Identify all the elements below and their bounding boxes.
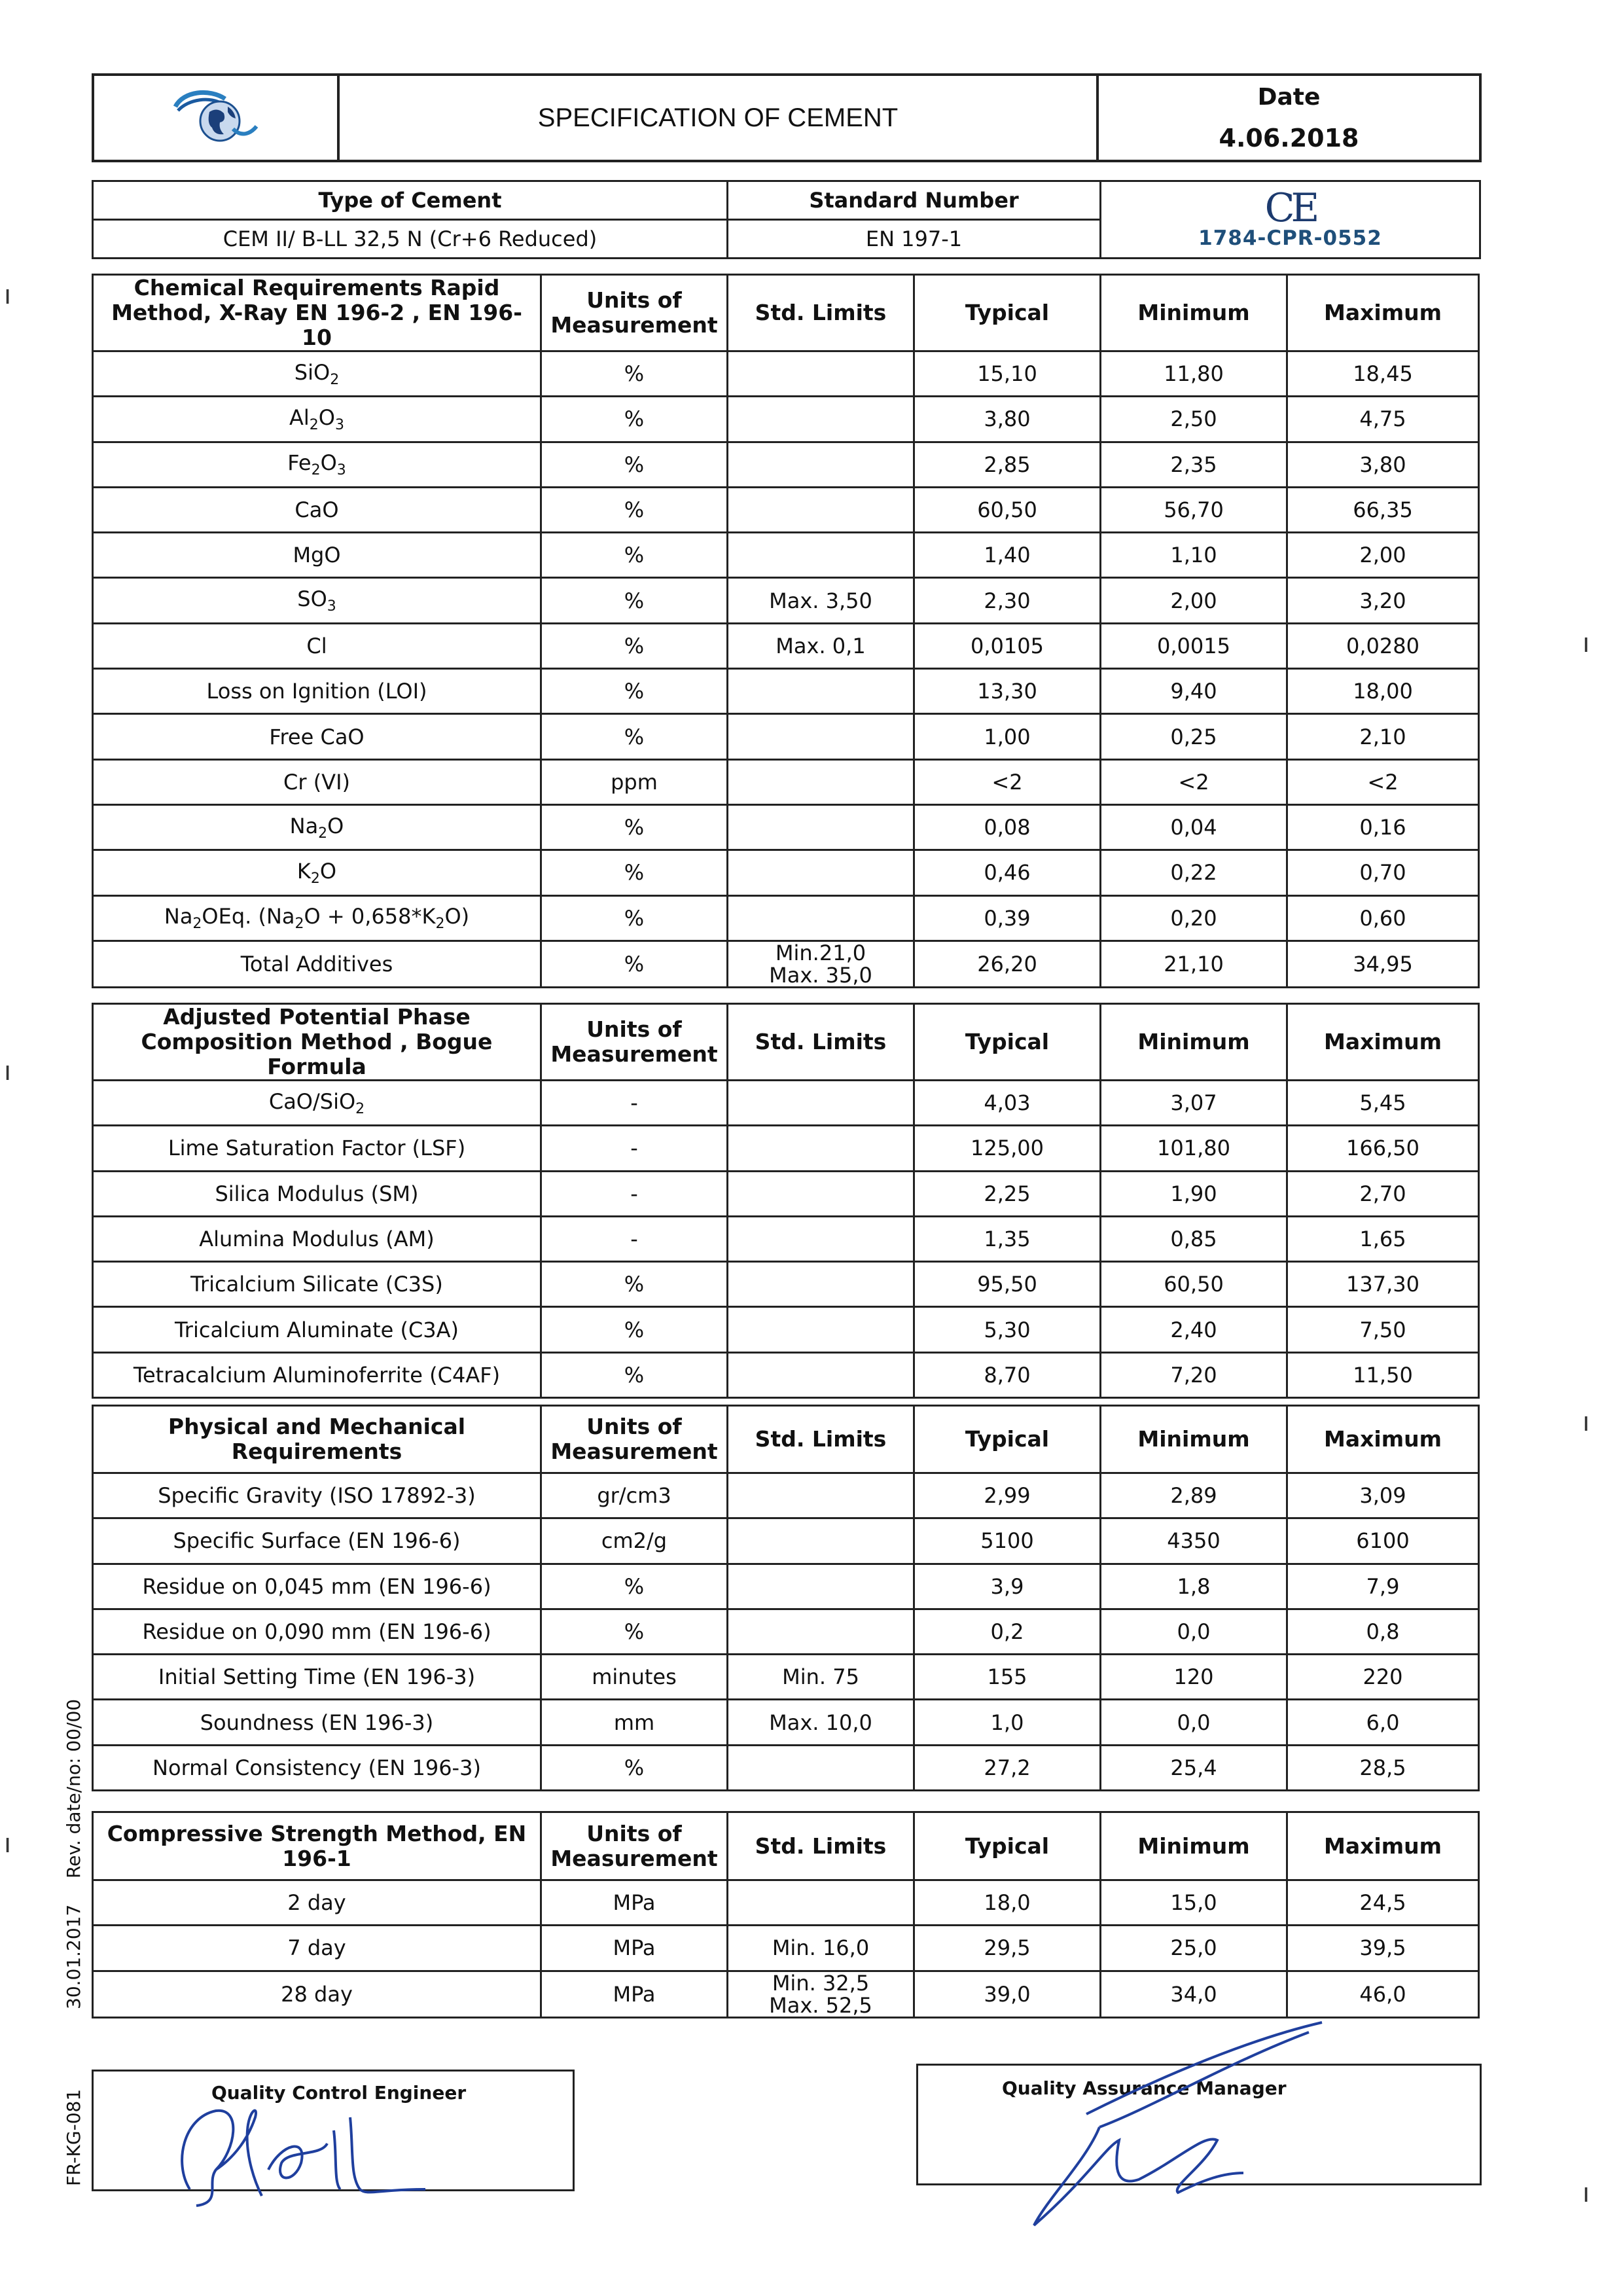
param-cell: Soundness (EN 196-3) bbox=[93, 1700, 541, 1745]
table-row bbox=[93, 895, 1479, 941]
minimum-cell: 9,40 bbox=[1101, 669, 1287, 714]
physical-table bbox=[92, 1405, 1480, 1791]
unit-cell: % bbox=[541, 669, 728, 714]
minimum-header: Minimum bbox=[1101, 1812, 1287, 1880]
std-limit-cell bbox=[728, 850, 914, 895]
table-row bbox=[93, 1126, 1479, 1171]
typical-cell: 0,0105 bbox=[914, 623, 1101, 668]
std-limits-header: Std. Limits bbox=[728, 275, 914, 351]
param-cell: Tetracalcium Aluminoferrite (C4AF) bbox=[93, 1352, 541, 1397]
minimum-cell: 120 bbox=[1101, 1655, 1287, 1700]
maximum-cell: <2 bbox=[1287, 759, 1479, 804]
minimum-cell: 101,80 bbox=[1101, 1126, 1287, 1171]
minimum-cell: 25,0 bbox=[1101, 1926, 1287, 1971]
typical-cell: 1,00 bbox=[914, 714, 1101, 759]
maximum-cell: 3,20 bbox=[1287, 578, 1479, 623]
param-cell: Cl bbox=[93, 623, 541, 668]
param-cell: Initial Setting Time (EN 196-3) bbox=[93, 1655, 541, 1700]
maximum-header: Maximum bbox=[1287, 1812, 1479, 1880]
unit-cell: % bbox=[541, 442, 728, 487]
std-limits-header: Std. Limits bbox=[728, 1812, 914, 1880]
maximum-cell: 5,45 bbox=[1287, 1081, 1479, 1126]
unit-cell: % bbox=[541, 487, 728, 532]
unit-cell: % bbox=[541, 578, 728, 623]
typical-cell: 1,40 bbox=[914, 533, 1101, 578]
unit-cell: cm2/g bbox=[541, 1518, 728, 1564]
param-cell: $Na_2O$ bbox=[93, 804, 541, 850]
table-row bbox=[93, 533, 1479, 578]
table-row bbox=[93, 1171, 1479, 1216]
scan-mark: ı bbox=[4, 280, 12, 310]
typical-cell: 5100 bbox=[914, 1518, 1101, 1564]
typical-cell: 13,30 bbox=[914, 669, 1101, 714]
minimum-cell: 15,0 bbox=[1101, 1880, 1287, 1926]
std-limit-cell bbox=[728, 1745, 914, 1790]
minimum-cell: 4350 bbox=[1101, 1518, 1287, 1564]
param-cell: Residue on 0,045 mm (EN 196-6) bbox=[93, 1564, 541, 1609]
maximum-header: Maximum bbox=[1287, 275, 1479, 351]
maximum-cell: 46,0 bbox=[1287, 1971, 1479, 2017]
param-cell: Lime Saturation Factor (LSF) bbox=[93, 1126, 541, 1171]
date-value: 4.06.2018 bbox=[1219, 123, 1359, 152]
unit-cell: % bbox=[541, 1745, 728, 1790]
minimum-cell: 0,22 bbox=[1101, 850, 1287, 895]
typical-cell: 3,80 bbox=[914, 397, 1101, 442]
std-limit-cell bbox=[728, 1216, 914, 1261]
std-limit-cell bbox=[728, 1473, 914, 1518]
param-cell: $Na_2OEq$. $(Na_2O + 0,658*K_2O)$ bbox=[93, 895, 541, 941]
minimum-header: Minimum bbox=[1101, 275, 1287, 351]
param-cell: Silica Modulus (SM) bbox=[93, 1171, 541, 1216]
table-row bbox=[93, 1262, 1479, 1307]
param-cell: Tricalcium Silicate (C3S) bbox=[93, 1262, 541, 1307]
param-cell: Loss on Ignition (LOI) bbox=[93, 669, 541, 714]
table-row bbox=[93, 623, 1479, 668]
unit-cell: % bbox=[541, 397, 728, 442]
maximum-cell: 220 bbox=[1287, 1655, 1479, 1700]
units-header: Units of Measurement bbox=[541, 1812, 728, 1880]
typical-cell: 1,35 bbox=[914, 1216, 1101, 1261]
units-header: Units of Measurement bbox=[541, 275, 728, 351]
std-limit-cell bbox=[728, 1307, 914, 1352]
std-limit-cell bbox=[728, 1081, 914, 1126]
typical-cell: 4,03 bbox=[914, 1081, 1101, 1126]
qc-signature-icon bbox=[170, 2091, 452, 2215]
unit-cell: % bbox=[541, 850, 728, 895]
table-row bbox=[93, 759, 1479, 804]
minimum-cell: 0,04 bbox=[1101, 804, 1287, 850]
unit-cell: MPa bbox=[541, 1880, 728, 1926]
std-limit-cell bbox=[728, 1609, 914, 1654]
minimum-cell: 1,90 bbox=[1101, 1171, 1287, 1216]
typical-header: Typical bbox=[914, 1812, 1101, 1880]
param-cell: $K_2O$ bbox=[93, 850, 541, 895]
param-cell: Cr (VI) bbox=[93, 759, 541, 804]
chemical-table bbox=[92, 274, 1480, 988]
minimum-cell: 25,4 bbox=[1101, 1745, 1287, 1790]
document-header bbox=[92, 73, 1482, 162]
minimum-cell: 0,0015 bbox=[1101, 623, 1287, 668]
qa-signature-icon bbox=[1008, 2016, 1335, 2232]
typical-cell: <2 bbox=[914, 759, 1101, 804]
table-row bbox=[93, 1609, 1479, 1654]
unit-cell: ppm bbox=[541, 759, 728, 804]
maximum-cell: 28,5 bbox=[1287, 1745, 1479, 1790]
unit-cell: minutes bbox=[541, 1655, 728, 1700]
maximum-cell: 2,70 bbox=[1287, 1171, 1479, 1216]
table-row bbox=[93, 941, 1479, 987]
unit-cell: % bbox=[541, 941, 728, 987]
maximum-cell: 2,10 bbox=[1287, 714, 1479, 759]
unit-cell: % bbox=[541, 1609, 728, 1654]
minimum-cell: 2,35 bbox=[1101, 442, 1287, 487]
param-cell: 7 day bbox=[93, 1926, 541, 1971]
minimum-cell: 2,50 bbox=[1101, 397, 1287, 442]
param-cell: CaO/SiO$_2$ bbox=[93, 1081, 541, 1126]
table-row bbox=[93, 578, 1479, 623]
scan-mark: ı bbox=[1582, 1407, 1590, 1437]
table-row bbox=[93, 1700, 1479, 1745]
std-limit-cell bbox=[728, 487, 914, 532]
std-limit-cell bbox=[728, 533, 914, 578]
table-row bbox=[93, 714, 1479, 759]
param-cell: Total Additives bbox=[93, 941, 541, 987]
table-header-row bbox=[93, 275, 1479, 351]
date-label: Date bbox=[1257, 83, 1321, 111]
standard-label: Standard Number bbox=[728, 181, 1101, 220]
maximum-cell: 11,50 bbox=[1287, 1352, 1479, 1397]
unit-cell: % bbox=[541, 1352, 728, 1397]
std-limit-cell: Min. 16,0 bbox=[728, 1926, 914, 1971]
minimum-cell: 3,07 bbox=[1101, 1081, 1287, 1126]
maximum-cell: 34,95 bbox=[1287, 941, 1479, 987]
maximum-cell: 6100 bbox=[1287, 1518, 1479, 1564]
minimum-cell: 0,0 bbox=[1101, 1609, 1287, 1654]
section-title: Adjusted Potential Phase Composition Method , Bogue Formula bbox=[93, 1004, 541, 1081]
cement-type-table bbox=[92, 180, 1481, 259]
unit-cell: % bbox=[541, 804, 728, 850]
table-row bbox=[93, 804, 1479, 850]
maximum-cell: 166,50 bbox=[1287, 1126, 1479, 1171]
unit-cell: % bbox=[541, 1564, 728, 1609]
maximum-cell: 7,50 bbox=[1287, 1307, 1479, 1352]
globe-logo bbox=[170, 87, 262, 146]
maximum-cell: 0,16 bbox=[1287, 804, 1479, 850]
maximum-cell: 0,8 bbox=[1287, 1609, 1479, 1654]
param-cell: Residue on 0,090 mm (EN 196-6) bbox=[93, 1609, 541, 1654]
typical-cell: 2,30 bbox=[914, 578, 1101, 623]
maximum-cell: 6,0 bbox=[1287, 1700, 1479, 1745]
typical-header: Typical bbox=[914, 1004, 1101, 1081]
section-title: Physical and Mechanical Requirements bbox=[93, 1406, 541, 1473]
table-row bbox=[93, 487, 1479, 532]
std-limit-cell bbox=[728, 759, 914, 804]
typical-cell: 0,08 bbox=[914, 804, 1101, 850]
std-limit-cell bbox=[728, 397, 914, 442]
typical-cell: 2,25 bbox=[914, 1171, 1101, 1216]
std-limit-cell bbox=[728, 1262, 914, 1307]
std-limit-cell bbox=[728, 442, 914, 487]
minimum-cell: 0,20 bbox=[1101, 895, 1287, 941]
standard-value: EN 197-1 bbox=[728, 220, 1101, 259]
minimum-header: Minimum bbox=[1101, 1406, 1287, 1473]
std-limit-cell: Min. 75 bbox=[728, 1655, 914, 1700]
maximum-cell: 137,30 bbox=[1287, 1262, 1479, 1307]
minimum-cell: 1,8 bbox=[1101, 1564, 1287, 1609]
unit-cell: % bbox=[541, 623, 728, 668]
qc-label: Quality Control Engineer bbox=[211, 2082, 467, 2104]
param-cell: Free CaO bbox=[93, 714, 541, 759]
rev-label: Rev. date/no: 00/00 bbox=[63, 1698, 84, 1878]
unit-cell: % bbox=[541, 895, 728, 941]
section-title: Compressive Strength Method, EN 196-1 bbox=[93, 1812, 541, 1880]
table-row bbox=[93, 442, 1479, 487]
minimum-cell: <2 bbox=[1101, 759, 1287, 804]
unit-cell: - bbox=[541, 1216, 728, 1261]
typical-cell: 29,5 bbox=[914, 1926, 1101, 1971]
std-limit-cell bbox=[728, 1171, 914, 1216]
typical-cell: 125,00 bbox=[914, 1126, 1101, 1171]
table-row bbox=[93, 1926, 1479, 1971]
scan-mark: ı bbox=[4, 1056, 12, 1086]
typical-cell: 2,99 bbox=[914, 1473, 1101, 1518]
maximum-cell: 18,45 bbox=[1287, 351, 1479, 397]
std-limits-header: Std. Limits bbox=[728, 1004, 914, 1081]
std-limit-cell bbox=[728, 804, 914, 850]
typical-cell: 0,46 bbox=[914, 850, 1101, 895]
maximum-cell: 3,09 bbox=[1287, 1473, 1479, 1518]
unit-cell: - bbox=[541, 1171, 728, 1216]
maximum-cell: 3,80 bbox=[1287, 442, 1479, 487]
scan-mark: ı bbox=[4, 1829, 12, 1859]
maximum-cell: 0,0280 bbox=[1287, 623, 1479, 668]
maximum-cell: 0,60 bbox=[1287, 895, 1479, 941]
std-limits-header: Std. Limits bbox=[728, 1406, 914, 1473]
minimum-cell: 7,20 bbox=[1101, 1352, 1287, 1397]
std-limit-cell bbox=[728, 1518, 914, 1564]
unit-cell: % bbox=[541, 1307, 728, 1352]
unit-cell: - bbox=[541, 1126, 728, 1171]
table-row bbox=[93, 397, 1479, 442]
unit-cell: - bbox=[541, 1081, 728, 1126]
table-row bbox=[93, 1655, 1479, 1700]
phase-table bbox=[92, 1003, 1480, 1399]
unit-cell: % bbox=[541, 1262, 728, 1307]
maximum-cell: 66,35 bbox=[1287, 487, 1479, 532]
std-limit-cell bbox=[728, 895, 914, 941]
typical-cell: 26,20 bbox=[914, 941, 1101, 987]
param-cell: CaO bbox=[93, 487, 541, 532]
rev-date: 30.01.2017 bbox=[63, 1904, 84, 2009]
minimum-header: Minimum bbox=[1101, 1004, 1287, 1081]
logo-cell bbox=[93, 75, 338, 161]
table-row bbox=[93, 1880, 1479, 1926]
maximum-cell: 24,5 bbox=[1287, 1880, 1479, 1926]
std-limit-cell bbox=[728, 1352, 914, 1397]
typical-cell: 95,50 bbox=[914, 1262, 1101, 1307]
minimum-cell: 1,10 bbox=[1101, 533, 1287, 578]
minimum-cell: 0,85 bbox=[1101, 1216, 1287, 1261]
unit-cell: % bbox=[541, 351, 728, 397]
unit-cell: gr/cm3 bbox=[541, 1473, 728, 1518]
param-cell: $SO_3$ bbox=[93, 578, 541, 623]
std-limit-cell bbox=[728, 714, 914, 759]
maximum-header: Maximum bbox=[1287, 1406, 1479, 1473]
typical-cell: 0,39 bbox=[914, 895, 1101, 941]
std-limit-cell bbox=[728, 1564, 914, 1609]
qa-label: Quality Assurance Manager bbox=[1002, 2077, 1287, 2099]
typical-cell: 155 bbox=[914, 1655, 1101, 1700]
table-row bbox=[93, 1971, 1479, 2017]
typical-cell: 27,2 bbox=[914, 1745, 1101, 1790]
section-title: Chemical Requirements Rapid Method, X-Ray EN 196-2 , EN 196-10 bbox=[93, 275, 541, 351]
maximum-header: Maximum bbox=[1287, 1004, 1479, 1081]
param-cell: 2 day bbox=[93, 1880, 541, 1926]
std-limit-cell bbox=[728, 1126, 914, 1171]
maximum-cell: 7,9 bbox=[1287, 1564, 1479, 1609]
table-row bbox=[93, 1216, 1479, 1261]
param-cell: Specific Gravity (ISO 17892-3) bbox=[93, 1473, 541, 1518]
compressive-table bbox=[92, 1811, 1480, 2018]
typical-cell: 3,9 bbox=[914, 1564, 1101, 1609]
minimum-cell: 21,10 bbox=[1101, 941, 1287, 987]
std-limit-cell: Max. 10,0 bbox=[728, 1700, 914, 1745]
unit-cell: % bbox=[541, 533, 728, 578]
std-limit-cell: Max. 3,50 bbox=[728, 578, 914, 623]
unit-cell: MPa bbox=[541, 1926, 728, 1971]
maximum-cell: 2,00 bbox=[1287, 533, 1479, 578]
param-cell: Alumina Modulus (AM) bbox=[93, 1216, 541, 1261]
param-cell: Specific Surface (EN 196-6) bbox=[93, 1518, 541, 1564]
date-cell bbox=[1097, 75, 1480, 161]
units-header: Units of Measurement bbox=[541, 1406, 728, 1473]
typical-cell: 0,2 bbox=[914, 1609, 1101, 1654]
typical-cell: 2,85 bbox=[914, 442, 1101, 487]
std-limit-cell bbox=[728, 351, 914, 397]
unit-cell: mm bbox=[541, 1700, 728, 1745]
typical-header: Typical bbox=[914, 1406, 1101, 1473]
table-header-row bbox=[93, 1004, 1479, 1081]
typical-cell: 60,50 bbox=[914, 487, 1101, 532]
typical-cell: 39,0 bbox=[914, 1971, 1101, 2017]
table-row bbox=[93, 1307, 1479, 1352]
units-header: Units of Measurement bbox=[541, 1004, 728, 1081]
typical-cell: 1,0 bbox=[914, 1700, 1101, 1745]
type-value: CEM II/ B-LL 32,5 N (Cr+6 Reduced) bbox=[93, 220, 728, 259]
maximum-cell: 39,5 bbox=[1287, 1926, 1479, 1971]
maximum-cell: 1,65 bbox=[1287, 1216, 1479, 1261]
table-row bbox=[93, 351, 1479, 397]
table-row bbox=[93, 1081, 1479, 1126]
param-cell: SiO$_2$ bbox=[93, 351, 541, 397]
std-limit-cell bbox=[728, 1880, 914, 1926]
minimum-cell: 2,00 bbox=[1101, 578, 1287, 623]
minimum-cell: 60,50 bbox=[1101, 1262, 1287, 1307]
maximum-cell: 0,70 bbox=[1287, 850, 1479, 895]
type-label: Type of Cement bbox=[93, 181, 728, 220]
table-header-row bbox=[93, 1406, 1479, 1473]
table-row bbox=[93, 1518, 1479, 1564]
ce-cell bbox=[1101, 181, 1480, 259]
cert-number: 1784-CPR-0552 bbox=[1198, 226, 1382, 250]
typical-cell: 5,30 bbox=[914, 1307, 1101, 1352]
table-row bbox=[93, 850, 1479, 895]
typical-cell: 15,10 bbox=[914, 351, 1101, 397]
minimum-cell: 2,89 bbox=[1101, 1473, 1287, 1518]
unit-cell: % bbox=[541, 714, 728, 759]
document-title: SPECIFICATION OF CEMENT bbox=[338, 75, 1097, 161]
ce-mark-icon: CE bbox=[1264, 185, 1316, 231]
param-cell: 28 day bbox=[93, 1971, 541, 2017]
scan-mark: ı bbox=[1582, 2178, 1590, 2208]
minimum-cell: 34,0 bbox=[1101, 1971, 1287, 2017]
scan-mark: ı bbox=[1582, 628, 1590, 658]
form-code: FR-KG-081 bbox=[63, 2089, 84, 2186]
std-limit-cell: Min. 32,5 Max. 52,5 bbox=[728, 1971, 914, 2017]
std-limit-cell: Max. 0,1 bbox=[728, 623, 914, 668]
table-row bbox=[93, 669, 1479, 714]
typical-cell: 8,70 bbox=[914, 1352, 1101, 1397]
minimum-cell: 56,70 bbox=[1101, 487, 1287, 532]
minimum-cell: 11,80 bbox=[1101, 351, 1287, 397]
unit-cell: MPa bbox=[541, 1971, 728, 2017]
param-cell: Tricalcium Aluminate (C3A) bbox=[93, 1307, 541, 1352]
param-cell: MgO bbox=[93, 533, 541, 578]
table-row bbox=[93, 1473, 1479, 1518]
std-limit-cell bbox=[728, 669, 914, 714]
maximum-cell: 4,75 bbox=[1287, 397, 1479, 442]
table-row bbox=[93, 1564, 1479, 1609]
typical-cell: 18,0 bbox=[914, 1880, 1101, 1926]
minimum-cell: 0,0 bbox=[1101, 1700, 1287, 1745]
table-row bbox=[93, 1352, 1479, 1397]
table-header-row bbox=[93, 1812, 1479, 1880]
param-cell: $Fe_2O_3$ bbox=[93, 442, 541, 487]
maximum-cell: 18,00 bbox=[1287, 669, 1479, 714]
minimum-cell: 2,40 bbox=[1101, 1307, 1287, 1352]
std-limit-cell: Min.21,0 Max. 35,0 bbox=[728, 941, 914, 987]
typical-header: Typical bbox=[914, 275, 1101, 351]
param-cell: $Al_2O_3$ bbox=[93, 397, 541, 442]
param-cell: Normal Consistency (EN 196-3) bbox=[93, 1745, 541, 1790]
table-row bbox=[93, 1745, 1479, 1790]
minimum-cell: 0,25 bbox=[1101, 714, 1287, 759]
